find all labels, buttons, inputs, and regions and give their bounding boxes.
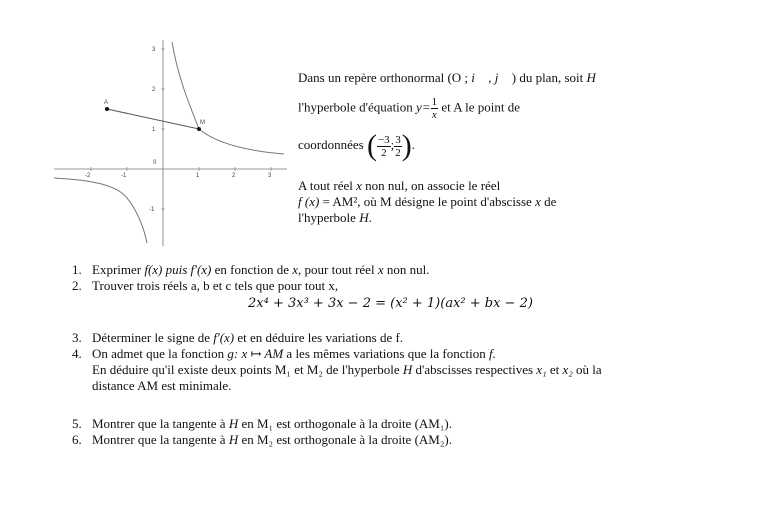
question-6: 6. Montrer que la tangente à H en M₂ est orthogonale à la droite (AM₂). — [72, 432, 452, 447]
point-m — [197, 127, 201, 131]
intro-line-6: l'hyperbole H. — [298, 210, 372, 225]
tick-x-3: 3 — [268, 173, 272, 179]
question-4-line-3: distance AM est minimale. — [92, 378, 232, 393]
fraction-1-over-x: $\frac{1}{x}$ — [431, 96, 438, 121]
intro-line-2: l'hyperbole d'équation y= $\frac{1}{x}$ et A le point de — [298, 96, 521, 121]
intro-line-3: coordonnées ( $\frac{-3}{2}$ ; $\frac{3}{2}$ ). — [298, 129, 416, 163]
point-m-label: M — [200, 120, 205, 126]
tick-y-1: 1 — [152, 127, 156, 133]
question-3: 3. Déterminer le signe de f'(x) et en déduire les variations de f. — [72, 330, 404, 345]
coord-y-fraction: $\frac{3}{2}$ — [395, 133, 401, 159]
hyperbola-branch-positive — [172, 42, 284, 154]
hyperbola-graph — [52, 38, 292, 248]
point-a — [105, 107, 109, 111]
tick-x-1: 1 — [196, 173, 200, 179]
intro-line-4: A tout réel x non nul, on associe le réel — [298, 178, 501, 193]
tick-y-neg1: -1 — [149, 207, 155, 213]
tick-y-2: 2 — [152, 87, 156, 93]
question-5: 5. Montrer que la tangente à H en M₁ est orthogonale à la droite (AM₁). — [72, 416, 452, 431]
intro-line-1: Dans un repère orthonormal (O ; i⃗ , j⃗ ) du plan, soit H — [298, 70, 596, 85]
hyperbola-branch-negative — [54, 178, 147, 243]
coord-x-fraction: $\frac{-3}{2}$ — [377, 133, 390, 159]
tick-x-neg1: -1 — [121, 173, 127, 179]
segment-am — [107, 109, 199, 129]
vectors-ij: i⃗ , j⃗ — [471, 70, 509, 85]
tick-x-2: 2 — [232, 173, 236, 179]
question-4-line-2: En déduire qu'il existe deux points M₁ et M₂ de l'hyperbole H d'abscisses respectives x₁ et x₂ où la — [92, 362, 602, 377]
tick-x-neg2: -2 — [85, 173, 91, 179]
tick-x-0: 0 — [153, 160, 157, 166]
question-2: 2. Trouver trois réels a, b et c tels que pour tout x, — [72, 278, 339, 293]
tick-y-3: 3 — [152, 47, 156, 53]
point-a-label: A — [104, 100, 109, 106]
polynomial-equation: 2x⁴ + 3x³ + 3x − 2 = (x² + 1)(ax² + bx − 2) — [248, 296, 533, 311]
question-4: 4. On admet que la fonction g: x ↦ AM a les mêmes variations que la fonction f. — [72, 346, 496, 361]
intro-line-5: f (x) = AM², où M désigne le point d'abscisse x de — [298, 194, 557, 209]
question-1: 1. Exprimer f(x) puis f'(x) en fonction de x, pour tout réel x non nul. — [72, 262, 430, 277]
